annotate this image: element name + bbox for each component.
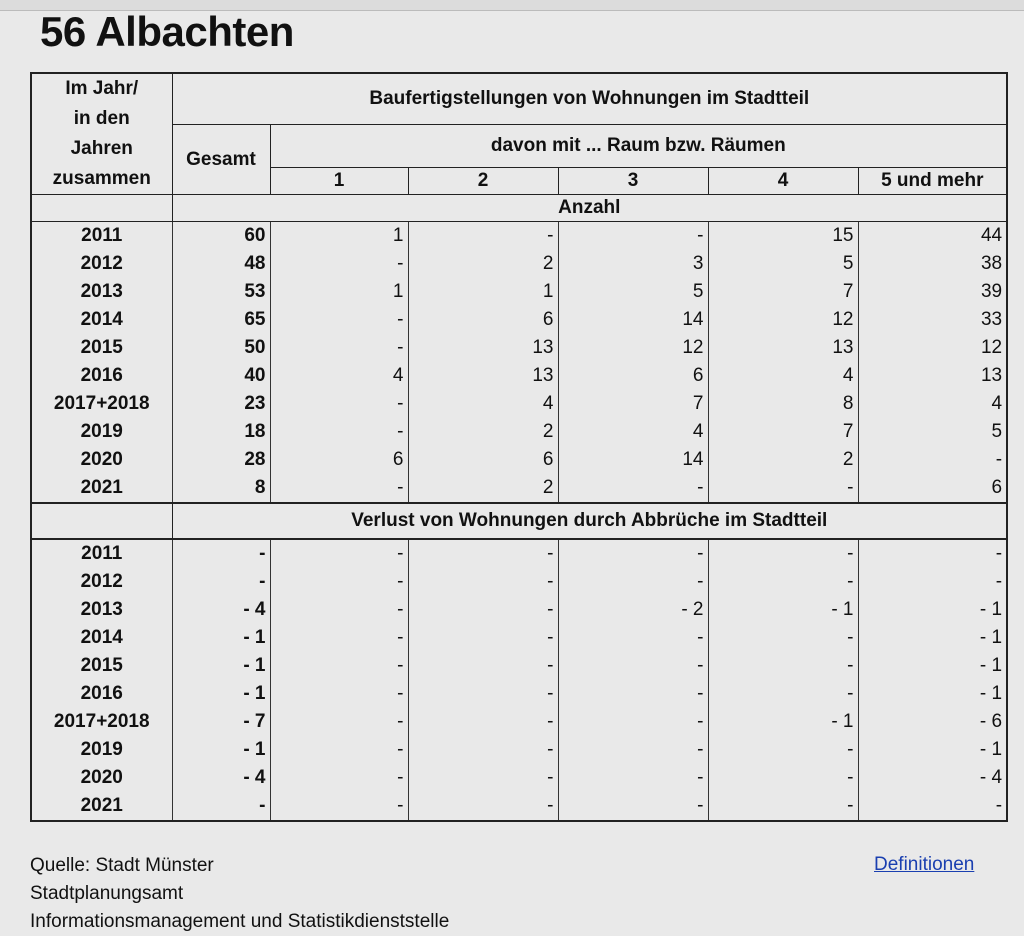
- room1-cell: 1: [270, 278, 408, 306]
- room5plus-cell: -: [858, 446, 1007, 474]
- table-row: [31, 680, 1007, 708]
- table-row: [31, 474, 1007, 503]
- room1-cell: 1: [270, 222, 408, 251]
- room5plus-cell: -: [858, 792, 1007, 821]
- year-cell: 2011: [31, 539, 172, 568]
- room5plus-cell: 44: [858, 222, 1007, 251]
- gesamt-cell: 40: [244, 365, 266, 386]
- gesamt-header: Gesamt: [172, 125, 270, 195]
- room-header-2: 2: [408, 168, 558, 195]
- room1-cell: -: [270, 764, 408, 792]
- year-cell: 2020: [31, 446, 172, 474]
- room3-cell: -: [558, 568, 708, 596]
- room-header-1: 1: [270, 168, 408, 195]
- room4-cell: -: [708, 568, 858, 596]
- anzahl-year-blank: [31, 195, 172, 222]
- room2-cell: 2: [408, 250, 558, 278]
- room1-cell: -: [270, 250, 408, 278]
- gesamt-cell: - 1: [243, 655, 266, 676]
- year-cell: 2011: [31, 222, 172, 251]
- room4-cell: 7: [708, 278, 858, 306]
- year-cell: 2020: [31, 764, 172, 792]
- room4-cell: -: [708, 764, 858, 792]
- housing-statistics-table: [30, 72, 1008, 822]
- gesamt-cell: - 4: [243, 599, 266, 620]
- room2-cell: -: [408, 680, 558, 708]
- room2-cell: -: [408, 764, 558, 792]
- source-line: Informationsmanagement und Statistikdienststelle: [30, 911, 450, 932]
- room5plus-cell: - 1: [858, 736, 1007, 764]
- year-column-header: [31, 73, 172, 195]
- year-header-line: Im Jahr/: [65, 78, 139, 99]
- section2-heading: Verlust von Wohnungen durch Abbrüche im Stadtteil: [172, 503, 1007, 539]
- source-line: Stadtplanungsamt: [30, 883, 184, 904]
- year-cell: 2013: [31, 278, 172, 306]
- room5plus-cell: 13: [858, 362, 1007, 390]
- room1-cell: -: [270, 390, 408, 418]
- room5plus-cell: 5: [858, 418, 1007, 446]
- year-header-line: zusammen: [52, 168, 151, 189]
- year-cell: 2016: [31, 680, 172, 708]
- gesamt-cell: 50: [244, 337, 266, 358]
- year-cell: 2015: [31, 652, 172, 680]
- room4-cell: 13: [708, 334, 858, 362]
- room3-cell: -: [558, 764, 708, 792]
- table-row: [31, 362, 1007, 390]
- gesamt-cell: 18: [244, 421, 266, 442]
- room4-cell: -: [708, 624, 858, 652]
- gesamt-cell: - 1: [243, 739, 266, 760]
- room2-cell: 13: [408, 334, 558, 362]
- table-row: [31, 306, 1007, 334]
- room2-cell: 6: [408, 306, 558, 334]
- room2-cell: 6: [408, 446, 558, 474]
- room3-cell: -: [558, 792, 708, 821]
- gesamt-cell: 8: [254, 477, 266, 498]
- room1-cell: -: [270, 652, 408, 680]
- room1-cell: -: [270, 736, 408, 764]
- definitions-link[interactable]: Definitionen: [874, 854, 975, 875]
- anzahl-label: Anzahl: [172, 195, 1007, 222]
- main-heading: Baufertigstellungen von Wohnungen im Stadtteil: [172, 73, 1007, 125]
- table-row: [31, 568, 1007, 596]
- year-cell: 2013: [31, 596, 172, 624]
- gesamt-cell: 53: [244, 281, 266, 302]
- room3-cell: 5: [558, 278, 708, 306]
- table-row: [31, 446, 1007, 474]
- room3-cell: 7: [558, 390, 708, 418]
- room5plus-cell: - 1: [858, 624, 1007, 652]
- room4-cell: -: [708, 792, 858, 821]
- gesamt-cell: 48: [244, 253, 266, 274]
- year-cell: 2017+2018: [31, 390, 172, 418]
- table-row: [31, 539, 1007, 568]
- source-line: Quelle: Stadt Münster: [30, 855, 214, 876]
- room2-cell: -: [408, 568, 558, 596]
- room-header-4: 4: [708, 168, 858, 195]
- year-cell: 2019: [31, 418, 172, 446]
- room5plus-cell: - 1: [858, 652, 1007, 680]
- room4-cell: - 1: [708, 596, 858, 624]
- room1-cell: -: [270, 792, 408, 821]
- room2-cell: -: [408, 624, 558, 652]
- gesamt-cell: 28: [244, 449, 266, 470]
- table-row: [31, 624, 1007, 652]
- room4-cell: 4: [708, 362, 858, 390]
- room3-cell: -: [558, 539, 708, 568]
- room1-cell: -: [270, 474, 408, 503]
- table-row: [31, 334, 1007, 362]
- year-cell: 2014: [31, 624, 172, 652]
- room3-cell: 12: [558, 334, 708, 362]
- room3-cell: -: [558, 624, 708, 652]
- table-row: [31, 596, 1007, 624]
- room1-cell: -: [270, 708, 408, 736]
- year-cell: 2017+2018: [31, 708, 172, 736]
- room2-cell: -: [408, 222, 558, 251]
- room5plus-cell: 38: [858, 250, 1007, 278]
- room3-cell: -: [558, 222, 708, 251]
- year-cell: 2021: [31, 474, 172, 503]
- room-header-5plus: 5 und mehr: [858, 168, 1007, 195]
- room2-cell: 13: [408, 362, 558, 390]
- year-cell: 2012: [31, 568, 172, 596]
- room5plus-cell: - 1: [858, 680, 1007, 708]
- room3-cell: -: [558, 708, 708, 736]
- room2-cell: 2: [408, 418, 558, 446]
- room1-cell: -: [270, 418, 408, 446]
- room4-cell: - 1: [708, 708, 858, 736]
- room1-cell: 4: [270, 362, 408, 390]
- year-cell: 2015: [31, 334, 172, 362]
- room1-cell: -: [270, 624, 408, 652]
- room5plus-cell: -: [858, 539, 1007, 568]
- room2-cell: 2: [408, 474, 558, 503]
- page-title: 56 Albachten: [40, 8, 294, 55]
- room4-cell: -: [708, 736, 858, 764]
- room3-cell: -: [558, 736, 708, 764]
- room3-cell: -: [558, 474, 708, 503]
- section2-year-blank: [31, 503, 172, 539]
- room3-cell: 4: [558, 418, 708, 446]
- table-row: [31, 792, 1007, 821]
- table-row: [31, 250, 1007, 278]
- room5plus-cell: 4: [858, 390, 1007, 418]
- year-cell: 2016: [31, 362, 172, 390]
- room5plus-cell: -: [858, 568, 1007, 596]
- room4-cell: -: [708, 680, 858, 708]
- room4-cell: 5: [708, 250, 858, 278]
- room1-cell: -: [270, 539, 408, 568]
- room2-cell: -: [408, 652, 558, 680]
- gesamt-cell: -: [259, 543, 266, 564]
- gesamt-cell: - 1: [243, 627, 266, 648]
- room4-cell: 8: [708, 390, 858, 418]
- table-row: [31, 652, 1007, 680]
- room4-cell: 7: [708, 418, 858, 446]
- room3-cell: - 2: [558, 596, 708, 624]
- room-header-3: 3: [558, 168, 708, 195]
- room4-cell: -: [708, 474, 858, 503]
- year-cell: 2012: [31, 250, 172, 278]
- year-cell: 2019: [31, 736, 172, 764]
- room2-cell: -: [408, 708, 558, 736]
- room5plus-cell: - 1: [858, 596, 1007, 624]
- room3-cell: 3: [558, 250, 708, 278]
- gesamt-cell: -: [259, 795, 266, 816]
- gesamt-cell: - 1: [243, 683, 266, 704]
- room3-cell: 14: [558, 446, 708, 474]
- room1-cell: -: [270, 306, 408, 334]
- room1-cell: -: [270, 334, 408, 362]
- room5plus-cell: 6: [858, 474, 1007, 503]
- room3-cell: 6: [558, 362, 708, 390]
- gesamt-cell: -: [259, 571, 266, 592]
- room2-cell: -: [408, 792, 558, 821]
- room5plus-cell: - 6: [858, 708, 1007, 736]
- year-cell: 2021: [31, 792, 172, 821]
- room3-cell: -: [558, 680, 708, 708]
- year-cell: 2014: [31, 306, 172, 334]
- room2-cell: -: [408, 736, 558, 764]
- room3-cell: -: [558, 652, 708, 680]
- room4-cell: 2: [708, 446, 858, 474]
- room5plus-cell: 33: [858, 306, 1007, 334]
- room1-cell: 6: [270, 446, 408, 474]
- room4-cell: 15: [708, 222, 858, 251]
- room5plus-cell: 39: [858, 278, 1007, 306]
- room2-cell: -: [408, 596, 558, 624]
- room4-cell: -: [708, 652, 858, 680]
- table-row: [31, 390, 1007, 418]
- room1-cell: -: [270, 596, 408, 624]
- table-row: [31, 764, 1007, 792]
- room2-cell: -: [408, 539, 558, 568]
- room4-cell: 12: [708, 306, 858, 334]
- year-header-line: Jahren: [70, 138, 133, 159]
- gesamt-cell: - 7: [243, 711, 266, 732]
- rooms-subheading: davon mit ... Raum bzw. Räumen: [270, 125, 1007, 168]
- table-row: [31, 222, 1007, 251]
- gesamt-cell: 65: [244, 309, 266, 330]
- gesamt-cell: 60: [244, 225, 266, 246]
- gesamt-cell: 23: [244, 393, 266, 414]
- room5plus-cell: - 4: [858, 764, 1007, 792]
- table-row: [31, 418, 1007, 446]
- room2-cell: 4: [408, 390, 558, 418]
- room1-cell: -: [270, 568, 408, 596]
- table-row: [31, 708, 1007, 736]
- source-footer: [30, 852, 449, 936]
- gesamt-cell: - 4: [243, 767, 266, 788]
- room2-cell: 1: [408, 278, 558, 306]
- room4-cell: -: [708, 539, 858, 568]
- room5plus-cell: 12: [858, 334, 1007, 362]
- table-row: [31, 278, 1007, 306]
- table-row: [31, 736, 1007, 764]
- year-header-line: in den: [73, 108, 130, 129]
- room3-cell: 14: [558, 306, 708, 334]
- room1-cell: -: [270, 680, 408, 708]
